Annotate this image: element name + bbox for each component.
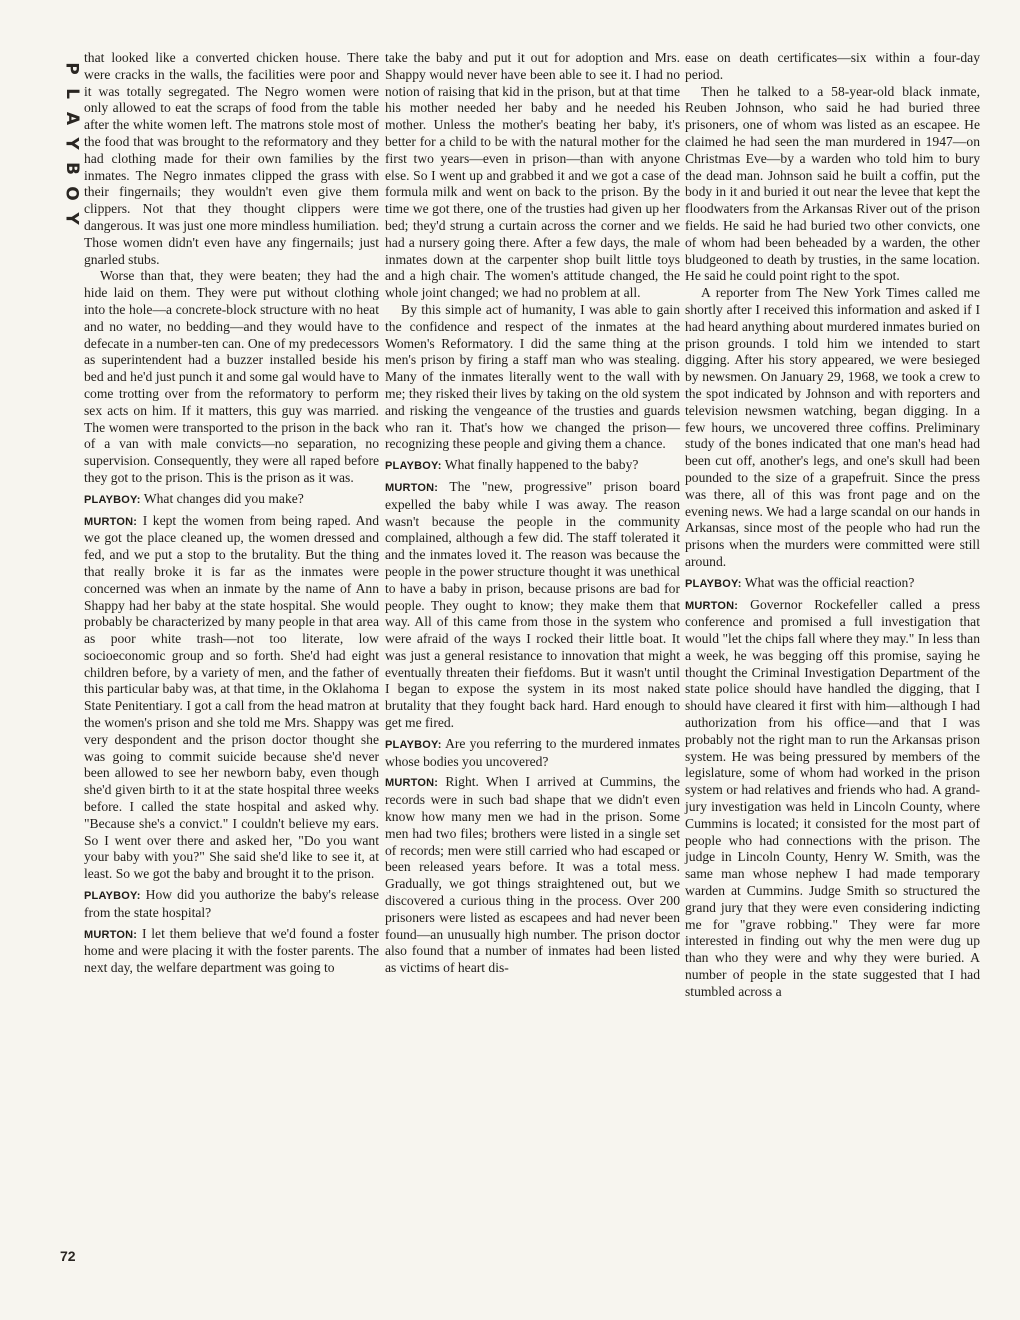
paragraph-text: I kept the women from being raped. And we got the place cleaned up, the women dressed and fed, and we put a stop to the brutality. But the thing that really broke it is far as the inmates were concerned was when an inmate by the name of Ann Shappy had her baby at the state hospital. She would probably be characterized by many people in that area as poor white trash—not too literate, low socioeconomic group and so forth. She'd had eight children before, by a variety of men, and the father of this particular baby was, at that time, in the Oklahoma State Penitentiary. I got a call from the head matron at the women's prison and she told me Mrs. Shappy was very despondent and the prison doctor thought she was going to commit suicide because she'd never been allowed to see her newborn baby, even though she'd given birth to it at the state hospital three weeks before. I called the state hospital and asked why. "Because she's a convict." I couldn't believe my ears. So I went over there and asked her, "Do you want your baby with you?" She said she'd like to see it, at least. So we got the baby and brought it to the prison. — [84, 512, 379, 882]
paragraph-text: A reporter from The New York Times called me shortly after I received this information and asked if I had heard anything about murdered inmates buried on prison grounds. I told him we intended to start digging. After his story appeared, we were besieged by newsmen. On January 29, 1968, we took a crew to the spot indicated by Johnson and with reporters and television newsmen watching, began digging. In a few hours, we uncovered three coffins. Preliminary study of the bones indicated that one man's head had been cut off, another's legs, and one's skull had been pounded to the size of a grapefruit. Since the press was there, all of this was front page and on the evening news. We had a large scandal on our hands in Arkansas, since most of the people who had run the prisons when the murders were committed were still around. — [685, 285, 980, 569]
speaker-label: PLAYBOY: — [84, 493, 141, 506]
masthead-letter: Y — [61, 212, 82, 225]
interview-exchange — [84, 926, 379, 977]
paragraph — [385, 302, 680, 453]
speaker-label: PLAYBOY: — [385, 738, 442, 751]
paragraph — [685, 50, 980, 84]
paragraph-text: How did you authorize the baby's release from the state hospital? — [84, 887, 379, 920]
paragraph-text: I let them believe that we'd found a foster home and were placing it with the foster parents. The next day, the welfare department was going to — [84, 925, 379, 976]
masthead-letter: A — [61, 111, 82, 126]
paragraph — [685, 84, 980, 286]
speaker-label: PLAYBOY: — [84, 890, 141, 903]
masthead-letter: Y — [61, 137, 82, 150]
paragraph-text: take the baby and put it out for adoption and Mrs. Shappy would never have been able to see it. I had no notion of raising that kid in the prison, but at that time his mother needed her baby and he needed his mother. Unless the mother's beating her baby, it's better for a child to be with the natural mother for the first two years—even in prison—than with anyone else. So I went up and grabbed it and we got a case of formula milk and went on back to the prison. By the time we got there, one of the trusties had given up her bed; they'd strung a curtain across the corner and we had a nursery going there. After a few days, the male inmates down at the carpenter shop built little toys and a high chair. The women's attitude changed, the whole joint changed; we had no problem at all. — [385, 50, 680, 301]
column-3 — [685, 50, 980, 1001]
masthead — [61, 56, 82, 231]
speaker-label: PLAYBOY: — [685, 577, 742, 590]
interview-exchange — [84, 887, 379, 922]
column-1 — [84, 50, 379, 977]
masthead-letter: B — [61, 162, 82, 175]
interview-exchange — [84, 491, 379, 509]
masthead-letter: O — [61, 186, 82, 201]
interview-exchange — [84, 513, 379, 884]
speaker-label: MURTON: — [84, 515, 138, 528]
speaker-label: PLAYBOY: — [385, 460, 442, 473]
paragraph-text: Then he talked to a 58-year-old black inmate, Reuben Johnson, who said he had buried three prisoners, one of whom was listed as an escapee. He claimed he had seen the man murdered in 1947—on Christmas Eve—by a warden who told him to bury the dead man. Johnson said he built a coffin, put the body in it and buried it out near the levee that kept the floodwaters from the Arkansas River out of the prison fields. He said he had buried two other convicts, one of whom had been beheaded by a warden, the other bludgeoned to death by trusties, in the same location. He said he could point right to the spot. — [685, 83, 980, 284]
speaker-label: MURTON: — [685, 599, 739, 612]
paragraph — [385, 50, 680, 302]
paragraph-text: What was the official reaction? — [744, 574, 915, 590]
column-2 — [385, 50, 680, 977]
paragraph-text: By this simple act of humanity, I was able to gain the confidence and respect of the inmates at the Women's Reformatory. I did the same thing at the men's prison by firing a staff man who was stealing. Many of the inmates literally went to the wall with me; they risked their lives by taking on the old system and risking the vengeance of the trusties and guards who ran it. That's how we changed the prison—recognizing these people and giving them a chance. — [385, 301, 680, 452]
interview-exchange — [685, 575, 980, 593]
interview-exchange — [385, 457, 680, 475]
paragraph-text: Right. When I arrived at Cummins, the records were in such bad shape that we didn't even know how many men we had in the prison. Some men had two files; brothers were listed in a single set of records; men were still carried who had escaped or been released years before. It was a total mess. Gradually, we got things straightened out, but we discovered a curious thing in the process. Over 200 prisoners were listed as escapees and had never been found—an unusually high number. The prison doctor also found that a number of inmates had been listed as victims of heart dis- — [385, 774, 680, 976]
masthead-letter: P — [61, 62, 82, 75]
masthead-letter: L — [61, 88, 82, 99]
speaker-label: MURTON: — [385, 777, 439, 790]
interview-exchange — [385, 479, 680, 732]
paragraph-text: Worse than that, they were beaten; they had the hide laid on them. They were put without clothing into the hole—a concrete-block structure with no heat and no water, no bedding—and they would have to defecate in a number-ten can. One of my predecessors as superintendent had a buzzer installed beside his bed and he'd just punch it and some gal would have to come trotting over from the reformatory to perform sex acts on him. If it matters, this guy was married. The women were transported to the prison in the back of a van with male convicts—no separation, no supervision. Consequently, they were all raped before they got to the prison. This is the prison as it was. — [84, 268, 379, 485]
paragraph — [84, 50, 379, 268]
interview-exchange — [385, 774, 680, 977]
speaker-label: MURTON: — [385, 481, 439, 494]
paragraph — [84, 268, 379, 486]
paragraph-text: What finally happened to the baby? — [444, 457, 639, 473]
paragraph-text: The "new, progressive" prison board expelled the baby while I was away. The reason wasn't because the people in the community complained, although a few did. The staff tolerated it and the inmates loved it. The reason was because the people in the power structure thought it was unethical to have a baby in prison, because prisons are bad for people. They ought to know; they make them that way. All of this came from those in the system who were afraid of the ways I rocked their little boat. It was just a general resistance to innovation that might eventually threaten their fiefdoms. But it wasn't until I began to expose the system in its most naked brutality that they fought back hard. Hard enough to get me fired. — [385, 478, 681, 731]
paragraph-text: ease on death certificates—six within a four-day period. — [685, 50, 980, 82]
speaker-label: MURTON: — [84, 928, 138, 941]
interview-exchange — [385, 736, 680, 771]
interview-exchange — [685, 597, 980, 1001]
paragraph-text: Governor Rockefeller called a press conference and promised a full investigation that would "let the chips fall where they may." In less than a week, he was begging off this promise, saying he thought the Criminal Investigation Department of the state police should have handled the digging, that I should have cleared it first with him—although I had authorization from his office—and that I was probably not the right man to run the Arkansas prison system. He was being pressured by members of the legislature, some of whom had worked in the prison system or had relatives and friends who had. A grand-jury investigation was held in Lincoln County, where Cummins is located; it consisted for the most part of people who had connections with the prison. The judge in Lincoln County, Henry W. Smith, was the same man whose nephew I had made temporary warden at Cummins. Judge Smith so structured the grand jury that they were even considering indicting me for "grave robbing." They were far more interested in finding out why the men were dug up than who they were and why they were buried. A number of people in the state suggested that I had stumbled across a — [685, 596, 981, 999]
paragraph-text: that looked like a converted chicken house. There were cracks in the walls, the facilities were poor and it was totally segregated. The Negro women were only allowed to eat the scraps of food from the table after the white women left. The matrons stole most of the food that was brought to the reformatory and they had clothing made for their own families by the inmates. The Negro inmates clipped the grass with their fingernails; they wouldn't even give them clippers. Not that they thought clippers were dangerous. It was just one more mindless humiliation. Those women didn't even have any fingernails; just gnarled stubs. — [84, 50, 379, 267]
page-number: 72 — [60, 1248, 76, 1264]
paragraph-text: What changes did you make? — [143, 490, 304, 506]
paragraph-text: Are you referring to the murdered inmates whose bodies you uncovered? — [385, 735, 680, 769]
paragraph — [685, 285, 980, 571]
